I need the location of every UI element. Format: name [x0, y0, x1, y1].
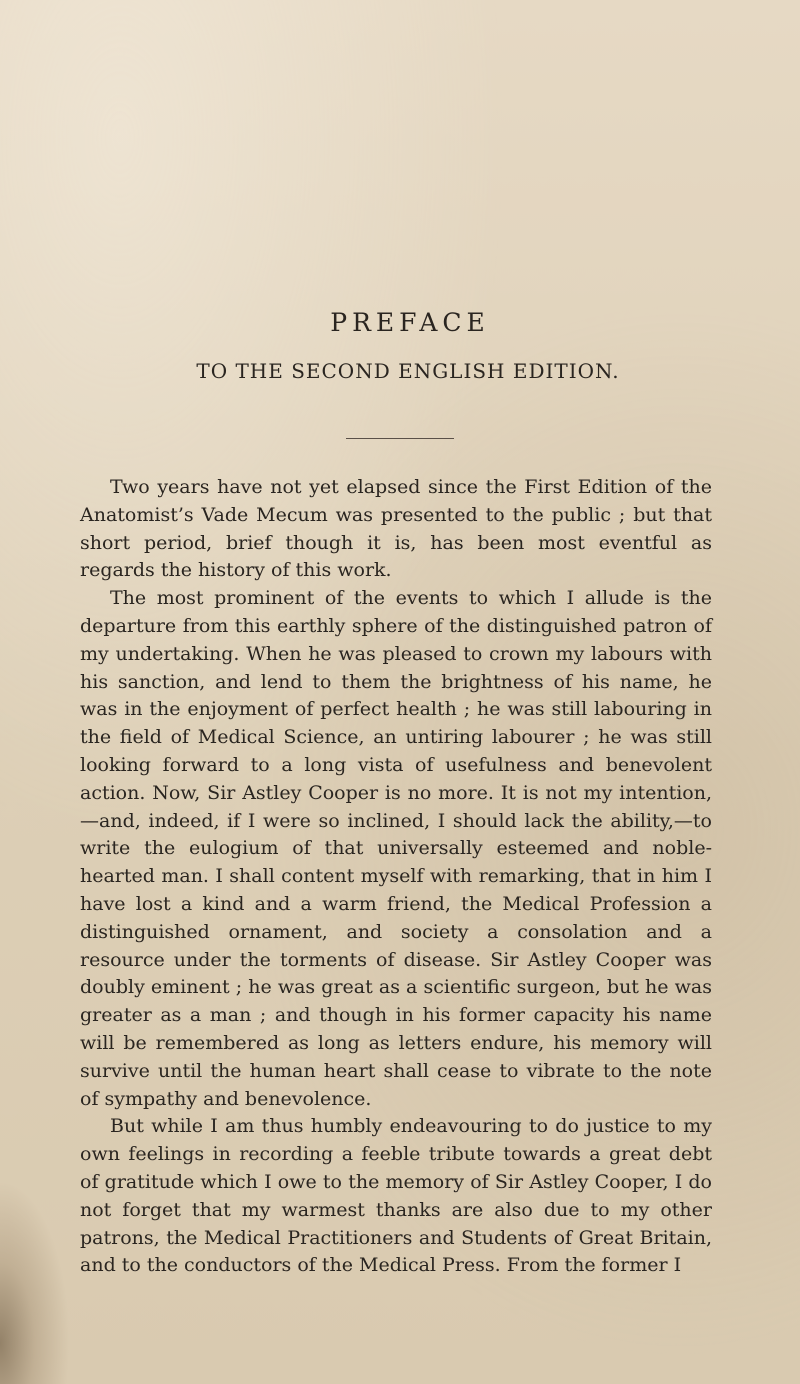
- paragraph-3: But while I am thus humbly endeavouring to do justice to my own feelings in recording a feeble tribute towards a great debt of gratitude which I owe to the memory of Sir Astley Cooper, I do not forget that my warmest thanks are also due to my other patrons, the Medical Practitioners and Students of Great Britain, and to the conductors of the Medical Press. From the former I: [80, 1115, 712, 1277]
- paragraph-2: The most prominent of the events to which I allude is the departure from this earthly sphere of the distinguished patron of my undertaking. When he was pleased to crown my labours with his sanction, and lend to them the brightness of his name, he was in the enjoyment of perfect health ; he was still labouring in the field of Medical Science, an untiring labourer ; he was still looking forward to a long vista of usefulness and benevolent action. Now, Sir Astley Cooper is no more. It is not my intention,—and, indeed, if I were so inclined, I should lack the ability,—to write the eulogium of that universally esteemed and noble-hearted man. I shall content myself with remarking, that in him I have lost a kind and a warm friend, the Medical Profession a distinguished ornament, and society a consolation and a resource under the torments of disease. Sir Astley Cooper was doubly eminent ; he was great as a scientific surgeon, but he was greater as a man ; and though in his former capacity his name will be remembered as long as letters endure, his memory will survive until the human heart shall cease to vibrate to the note of sympathy and benevolence.: [80, 587, 712, 1110]
- preface-body: [80, 474, 712, 1280]
- page-edge-stain: [0, 1180, 70, 1384]
- title-divider: [346, 438, 454, 439]
- page-subtitle: TO THE SECOND ENGLISH EDITION.: [196, 359, 620, 383]
- page-title: PREFACE: [330, 308, 490, 337]
- paragraph-1: Two years have not yet elapsed since the First Edition of the Anatomist’s Vade Mecum was presented to the public ; but that short period, brief though it is, has been most eventful as regards the history of this work.: [80, 476, 712, 582]
